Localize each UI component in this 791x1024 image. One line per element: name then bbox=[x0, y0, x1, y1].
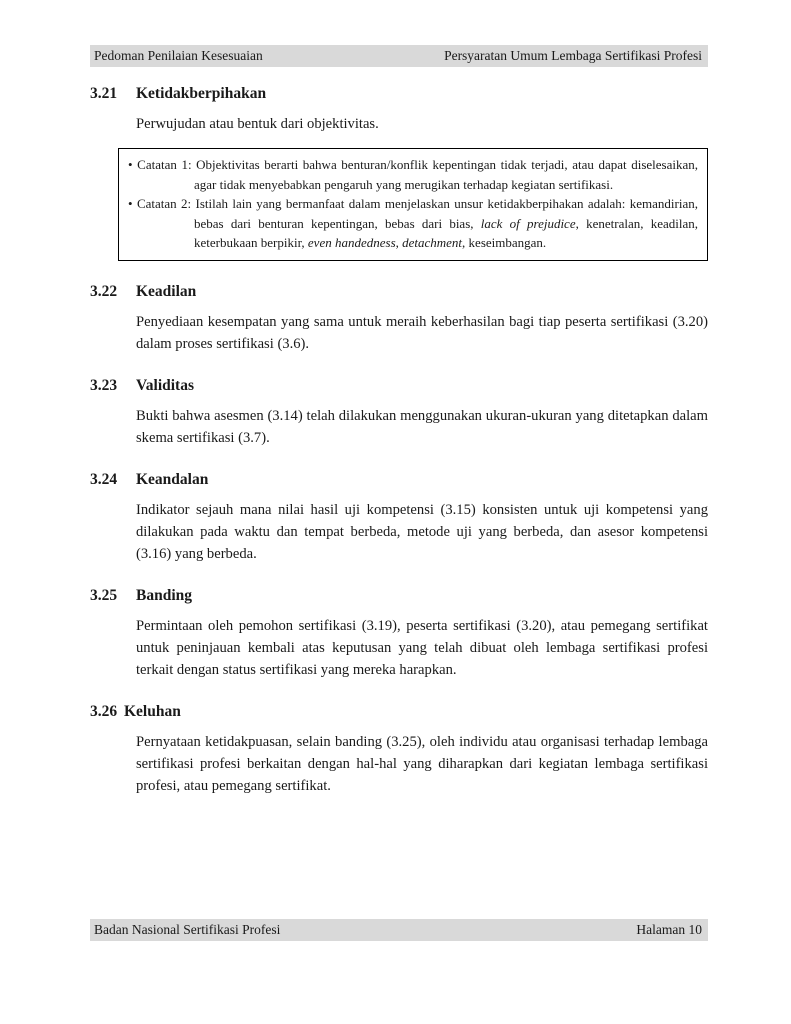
section-3-25 bbox=[90, 586, 708, 681]
section-heading bbox=[90, 586, 708, 606]
section-heading bbox=[90, 470, 708, 490]
section-3-21 bbox=[90, 84, 708, 261]
section-paragraph: Bukti bahwa asesmen (3.14) telah dilakukan menggunakan ukuran-ukuran yang ditetapkan dalam skema sertifikasi (3.7). bbox=[136, 407, 708, 446]
section-number: 3.22 bbox=[90, 282, 118, 300]
note-text-run-italic: even handedness bbox=[307, 235, 396, 250]
section-paragraph: Indikator sejauh mana nilai hasil uji kompetensi (3.15) konsisten untuk uji kompetensi yang dilakukan pada waktu dan tempat berbeda, metode uji yang berbeda, dan asesor kompetensi (3.16) yang berbeda. bbox=[136, 501, 708, 562]
section-paragraph: Permintaan oleh pemohon sertifikasi (3.19), peserta sertifikasi (3.20), atau pemegang sertifikat untuk peninjauan kembali atas keputusan yang telah dibuat oleh lembaga sertifikasi profesi terkait dengan status sertifikasi yang mereka harapkan. bbox=[136, 617, 708, 678]
section-title: Validitas bbox=[136, 376, 195, 394]
note-text-run: , kenetralan, keadilan, keterbukaan berpikir, bbox=[194, 215, 699, 250]
notes-box bbox=[118, 148, 708, 261]
note-text: Objektivitas berarti bahwa benturan/konflik kepentingan tidak terjadi, atau dapat diselesaikan, agar tidak menyebabkan pengaruh yang merugikan terhadap kegiatan sertifikasi. bbox=[194, 157, 699, 192]
section-heading bbox=[90, 376, 708, 396]
footer-page-number: Halaman 10 bbox=[636, 922, 702, 937]
section-number: 3.23 bbox=[90, 376, 118, 394]
section-number: 3.24 bbox=[90, 470, 118, 488]
note-label: Catatan 1: bbox=[137, 157, 192, 172]
section-3-23 bbox=[90, 376, 708, 449]
note-bullet: • bbox=[128, 196, 133, 211]
note-item-1 bbox=[128, 155, 698, 194]
section-paragraph: Perwujudan atau bentuk dari objektivitas. bbox=[136, 116, 379, 132]
note-text-run-italic: lack of prejudice bbox=[480, 215, 576, 231]
section-title: Keandalan bbox=[136, 470, 209, 488]
header-right-text: Persyaratan Umum Lembaga Sertifikasi Profesi bbox=[444, 48, 702, 63]
section-title: Keadilan bbox=[136, 282, 197, 300]
note-text-run: , keseimbangan. bbox=[462, 235, 547, 250]
page-footer-bar bbox=[90, 919, 708, 941]
footer-left-text: Badan Nasional Sertifikasi Profesi bbox=[94, 922, 281, 937]
section-title: Keluhan bbox=[124, 702, 181, 720]
section-paragraph: Penyediaan kesempatan yang sama untuk meraih keberhasilan bagi tiap peserta sertifikasi (3.20) dalam proses sertifikasi (3.6). bbox=[136, 313, 708, 352]
section-3-22 bbox=[90, 282, 708, 355]
header-left-text: Pedoman Penilaian Kesesuaian bbox=[94, 48, 263, 63]
page-header-bar bbox=[90, 45, 708, 67]
section-number: 3.21 bbox=[90, 85, 118, 102]
note-item-2 bbox=[128, 194, 698, 253]
note-text-run: Istilah lain yang bermanfaat dalam menjelaskan unsur ketidakberpihakan adalah: kemandirian, bebas dari benturan kepentingan, bebas dari bias, bbox=[194, 196, 698, 231]
section-paragraph: Pernyataan ketidakpuasan, selain banding (3.25), oleh individu atau organisasi terhadap lembaga sertifikasi profesi berkaitan dengan hal-hal yang diharapkan dari kegiatan lembaga sertifikasi profesi, atau pemegang sertifikat. bbox=[136, 733, 708, 794]
page-footer bbox=[90, 919, 708, 941]
note-text-run: , bbox=[395, 235, 403, 250]
section-heading bbox=[90, 702, 708, 722]
section-title: Ketidakberpihakan bbox=[136, 85, 267, 102]
note-bullet: • bbox=[128, 157, 133, 172]
section-3-24 bbox=[90, 470, 708, 565]
section-number: 3.25 bbox=[90, 586, 118, 604]
note-text-run-italic: detachment bbox=[402, 235, 463, 250]
section-heading bbox=[90, 84, 708, 104]
note-label: Catatan 2: bbox=[136, 196, 192, 211]
page-content bbox=[90, 45, 708, 797]
section-heading bbox=[90, 282, 708, 302]
section-3-26 bbox=[90, 702, 708, 797]
section-title: Banding bbox=[136, 586, 193, 604]
section-number: 3.26 bbox=[90, 702, 118, 720]
